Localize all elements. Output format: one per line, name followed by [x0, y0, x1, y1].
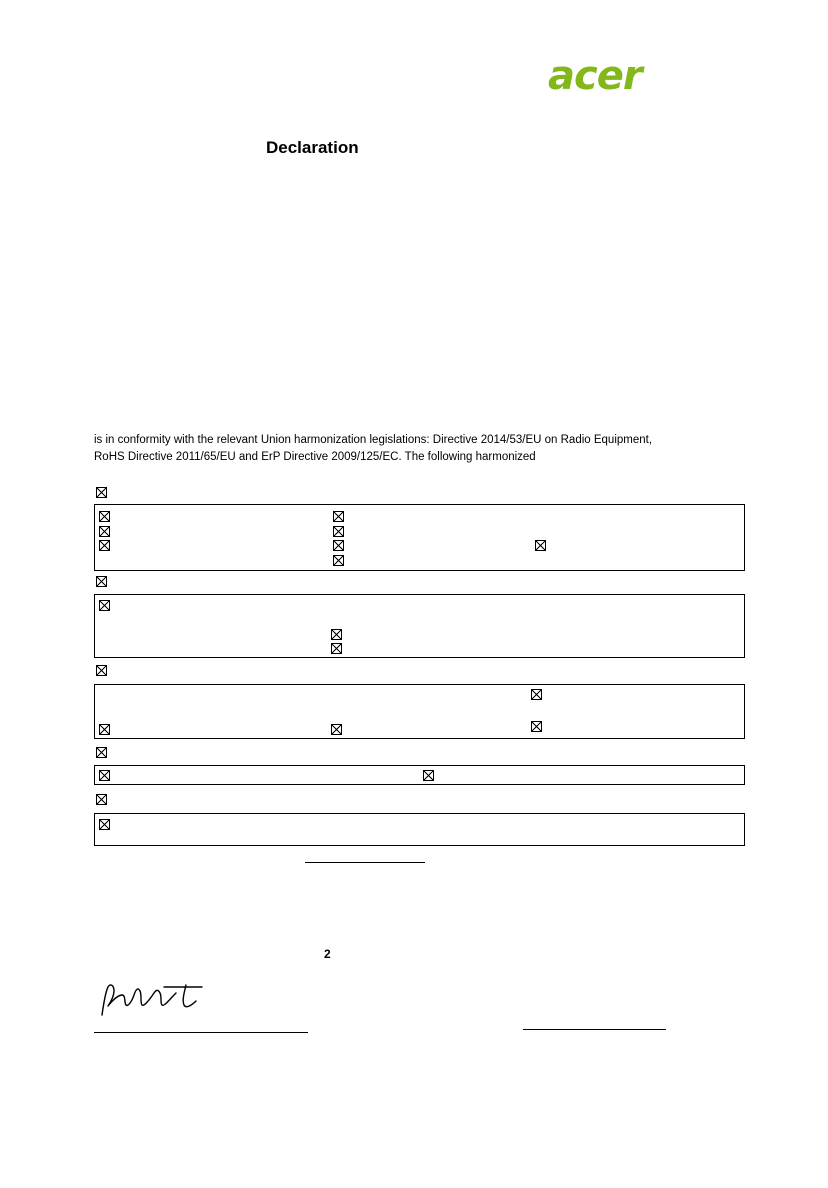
checkbox-section2-row1[interactable]	[99, 600, 110, 611]
page-title: Declaration	[266, 138, 359, 157]
checkbox-section4-row1-col2[interactable]	[423, 770, 434, 781]
checkbox-section2-row3[interactable]	[331, 643, 342, 654]
checkbox-section3-header[interactable]	[96, 665, 107, 676]
checkbox-standards-intro[interactable]	[96, 487, 107, 498]
checkbox-section2-header[interactable]	[96, 576, 107, 587]
checkbox-section4-header[interactable]	[96, 747, 107, 758]
standards-table-2	[94, 594, 745, 658]
checkbox-section3-row2-col2[interactable]	[331, 724, 342, 735]
standards-table-1	[94, 504, 745, 571]
checkbox-row3-col1[interactable]	[99, 540, 110, 551]
standards-table-3	[94, 684, 745, 739]
checkbox-row4-col2[interactable]	[333, 555, 344, 566]
checkbox-section3-row2-col1[interactable]	[99, 724, 110, 735]
standards-table-5	[94, 813, 745, 846]
acer-logo: acer	[548, 53, 642, 99]
checkbox-row1-col1[interactable]	[99, 511, 110, 522]
checkbox-section3-row2-col3[interactable]	[531, 721, 542, 732]
signature-line-left	[94, 1032, 308, 1033]
page-number: 2	[324, 947, 331, 961]
checkbox-row1-col2[interactable]	[333, 511, 344, 522]
conformity-statement: is in conformity with the relevant Union harmonization legislations: Directive 2014/53/EU on Radio Equipment, RoHS Directive 2011/65/EU and ErP Directive 2009/125/EC. The following harmonized	[94, 434, 653, 463]
signature-line-right	[523, 1029, 666, 1030]
checkbox-section5-row1[interactable]	[99, 819, 110, 830]
signature-image	[98, 975, 218, 1020]
checkbox-row2-col1[interactable]	[99, 526, 110, 537]
checkbox-section5-header[interactable]	[96, 794, 107, 805]
checkbox-row2-col2[interactable]	[333, 526, 344, 537]
divider-line-center	[305, 862, 425, 863]
checkbox-section3-row1[interactable]	[531, 689, 542, 700]
checkbox-section4-row1-col1[interactable]	[99, 770, 110, 781]
checkbox-row3-col3[interactable]	[535, 540, 546, 551]
checkbox-section2-row2[interactable]	[331, 629, 342, 640]
standards-table-4	[94, 765, 745, 785]
checkbox-row3-col2[interactable]	[333, 540, 344, 551]
